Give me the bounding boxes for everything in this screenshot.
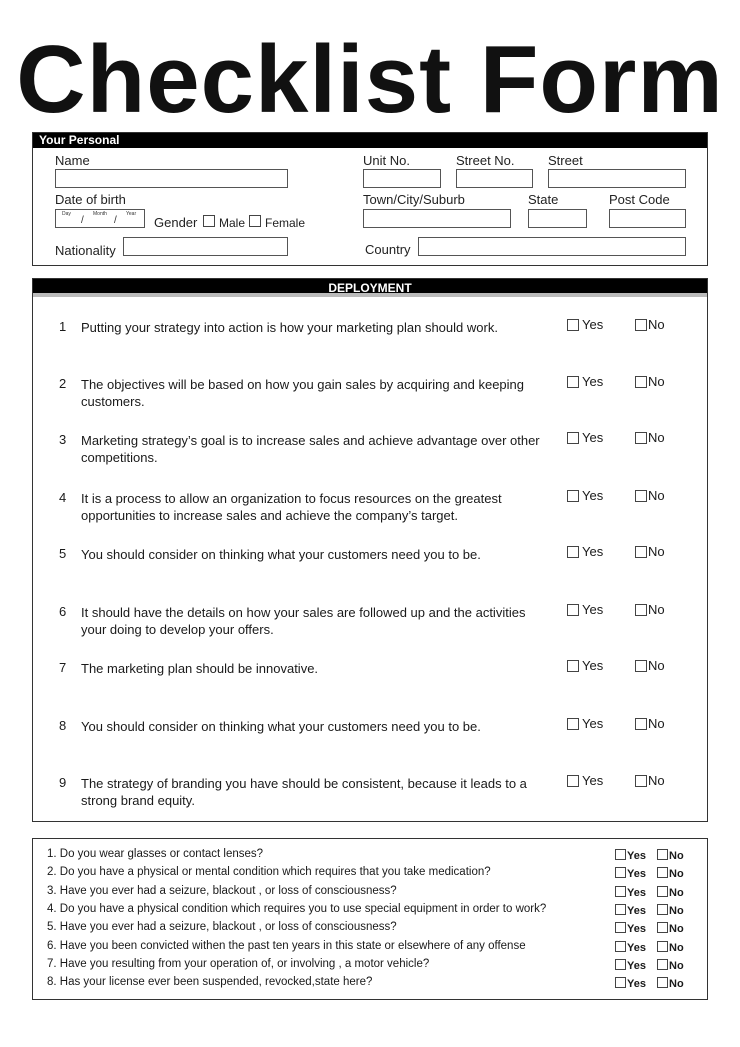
no-checkbox[interactable] <box>657 849 668 860</box>
no-label: No <box>669 978 684 991</box>
town-field[interactable] <box>363 209 511 228</box>
yes-option[interactable] <box>567 716 603 731</box>
yes-label: Yes <box>627 941 646 954</box>
dob-year-label: Year <box>126 211 137 217</box>
yes-label: Yes <box>582 602 604 617</box>
question-text: 2. Do you have a physical or mental condition which requires that you take medication? <box>47 866 491 879</box>
no-option[interactable] <box>635 658 665 673</box>
dob-separator: / <box>81 215 84 226</box>
no-label: No <box>648 658 665 673</box>
item-number: 3 <box>59 432 67 447</box>
question-text: 7. Have you resulting from your operation of, or involving , a motor vehicle? <box>47 957 430 970</box>
yes-checkbox[interactable] <box>615 959 626 970</box>
yes-option[interactable] <box>615 849 646 862</box>
no-label: No <box>648 716 665 731</box>
question-text: 6. Have you been convicted withen the past ten years in this state or elsewhere of any offense <box>47 939 526 952</box>
yes-label: Yes <box>582 544 604 559</box>
no-option[interactable] <box>657 941 684 954</box>
nationality-field[interactable] <box>123 237 288 256</box>
yes-option[interactable] <box>615 867 646 880</box>
no-label: No <box>669 959 684 972</box>
no-label: No <box>669 850 684 862</box>
yes-option[interactable] <box>615 922 646 935</box>
no-label: No <box>669 886 684 899</box>
postcode-label: Post Code <box>609 192 670 207</box>
male-label: Male <box>219 216 246 230</box>
yes-label: Yes <box>582 658 604 673</box>
yes-option[interactable] <box>567 658 603 673</box>
item-text: You should consider on thinking what your customers need you to be. <box>81 719 481 734</box>
yes-checkbox[interactable] <box>567 660 579 672</box>
no-label: No <box>648 773 665 788</box>
no-label: No <box>648 374 665 389</box>
deployment-header: DEPLOYMENT <box>33 279 707 297</box>
personal-section <box>32 132 708 266</box>
question-text: 4. Do you have a physical condition which requires you to use special equipment in order to work? <box>47 902 547 915</box>
yes-label: Yes <box>627 904 646 917</box>
no-checkbox[interactable] <box>635 376 647 388</box>
question-row <box>33 921 709 939</box>
dob-separator: / <box>114 215 117 226</box>
no-label: No <box>648 430 665 445</box>
yes-label: Yes <box>627 850 646 862</box>
questions-section <box>32 838 708 1000</box>
no-checkbox[interactable] <box>635 660 647 672</box>
item-number: 2 <box>59 376 67 391</box>
yes-checkbox[interactable] <box>615 941 626 952</box>
yes-option[interactable] <box>567 773 603 788</box>
no-option[interactable] <box>657 904 684 917</box>
no-checkbox[interactable] <box>635 546 647 558</box>
yes-option[interactable] <box>567 317 603 332</box>
yes-label: Yes <box>582 430 604 445</box>
no-checkbox[interactable] <box>657 941 668 952</box>
dob-label: Date of birth <box>55 192 126 207</box>
female-label: Female <box>265 216 306 230</box>
yes-checkbox[interactable] <box>567 432 579 444</box>
item-text: The marketing plan should be innovative. <box>81 661 319 676</box>
item-number: 6 <box>59 604 67 619</box>
no-checkbox[interactable] <box>635 718 647 730</box>
no-checkbox[interactable] <box>657 959 668 970</box>
personal-header: Your Personal <box>33 133 707 148</box>
no-label: No <box>669 923 684 936</box>
street-label: Street <box>548 153 583 168</box>
no-checkbox[interactable] <box>635 490 647 502</box>
yes-checkbox[interactable] <box>615 904 626 915</box>
state-field[interactable] <box>528 209 587 228</box>
yes-checkbox[interactable] <box>567 376 579 388</box>
dob-month-label: Month <box>93 211 107 217</box>
yes-checkbox[interactable] <box>615 867 626 878</box>
yes-checkbox[interactable] <box>567 319 579 331</box>
question-row <box>33 976 709 994</box>
no-option[interactable] <box>635 544 665 559</box>
no-checkbox[interactable] <box>657 867 668 878</box>
yes-checkbox[interactable] <box>615 849 626 860</box>
item-text: It is a process to allow an organization to focus resources on the greatest opportunities to increase sales and achieve the company’s target. <box>81 491 502 523</box>
no-option[interactable] <box>657 867 684 880</box>
state-label: State <box>528 192 559 207</box>
no-checkbox[interactable] <box>657 904 668 915</box>
no-label: No <box>669 941 684 954</box>
item-text: Putting your strategy into action is how your marketing plan should work. <box>81 320 498 335</box>
yes-checkbox[interactable] <box>567 546 579 558</box>
yes-label: Yes <box>582 488 604 503</box>
item-number: 7 <box>59 660 67 675</box>
no-checkbox[interactable] <box>635 319 647 331</box>
item-text: Marketing strategy’s goal is to increase sales and achieve advantage over other competitions. <box>81 433 540 465</box>
yes-option[interactable] <box>567 488 603 503</box>
yes-option[interactable] <box>615 886 646 899</box>
yes-label: Yes <box>582 716 604 731</box>
no-checkbox[interactable] <box>635 432 647 444</box>
no-checkbox[interactable] <box>635 775 647 787</box>
item-number: 4 <box>59 490 67 505</box>
street-no-label: Street No. <box>456 153 515 168</box>
question-text: 5. Have you ever had a seizure, blackout , or loss of consciousness? <box>47 921 397 934</box>
dob-field[interactable] <box>55 209 145 228</box>
no-label: No <box>648 488 665 503</box>
country-field[interactable] <box>418 237 686 256</box>
yes-checkbox[interactable] <box>567 604 579 616</box>
yes-label: Yes <box>582 374 604 389</box>
country-label: Country <box>365 242 411 257</box>
no-option[interactable] <box>635 317 665 332</box>
yes-label: Yes <box>627 868 646 881</box>
no-option[interactable] <box>657 922 684 935</box>
item-text: The strategy of branding you have should be consistent, because it leads to a strong brand equity. <box>81 776 527 808</box>
no-option[interactable] <box>635 716 665 731</box>
no-checkbox[interactable] <box>635 604 647 616</box>
yes-label: Yes <box>627 978 646 991</box>
deployment-section <box>32 278 708 822</box>
yes-label: Yes <box>582 317 604 332</box>
name-label: Name <box>55 153 90 168</box>
male-checkbox[interactable] <box>203 215 215 227</box>
question-row <box>33 866 709 884</box>
no-label: No <box>648 544 665 559</box>
unit-label: Unit No. <box>363 153 410 168</box>
item-text: The objectives will be based on how you gain sales by acquiring and keeping customers. <box>81 377 525 409</box>
yes-checkbox[interactable] <box>615 922 626 933</box>
yes-option[interactable] <box>567 374 603 389</box>
no-label: No <box>648 602 665 617</box>
no-label: No <box>669 904 684 917</box>
no-option[interactable] <box>635 602 665 617</box>
item-text: You should consider on thinking what your customers need you to be. <box>81 547 481 562</box>
yes-label: Yes <box>627 923 646 936</box>
yes-label: Yes <box>582 773 604 788</box>
question-text: 1. Do you wear glasses or contact lenses? <box>47 848 264 860</box>
yes-checkbox[interactable] <box>615 977 626 988</box>
no-option[interactable] <box>657 886 684 899</box>
question-row <box>33 885 709 903</box>
unit-field[interactable] <box>363 169 441 188</box>
no-option[interactable] <box>635 374 665 389</box>
street-no-field[interactable] <box>456 169 533 188</box>
yes-label: Yes <box>627 886 646 899</box>
item-number: 8 <box>59 718 67 733</box>
no-option[interactable] <box>635 430 665 445</box>
yes-option[interactable] <box>567 430 603 445</box>
nationality-label: Nationality <box>55 243 116 258</box>
no-checkbox[interactable] <box>657 922 668 933</box>
item-number: 5 <box>59 546 67 561</box>
question-row <box>33 848 709 866</box>
no-checkbox[interactable] <box>657 977 668 988</box>
item-number: 9 <box>59 775 67 790</box>
yes-checkbox[interactable] <box>567 775 579 787</box>
no-checkbox[interactable] <box>657 886 668 897</box>
yes-option[interactable] <box>615 904 646 917</box>
question-row <box>33 903 709 921</box>
no-option[interactable] <box>657 849 684 862</box>
page-title: Checklist Form <box>16 26 724 133</box>
name-field[interactable] <box>55 169 288 188</box>
item-number: 1 <box>59 319 67 334</box>
no-option[interactable] <box>635 773 665 788</box>
no-option[interactable] <box>657 977 684 990</box>
gender-label: Gender <box>154 215 198 230</box>
no-label: No <box>669 868 684 881</box>
question-text: 8. Has your license ever been suspended, revocked,state here? <box>47 976 373 989</box>
no-label: No <box>648 317 665 332</box>
yes-option[interactable] <box>567 544 603 559</box>
yes-option[interactable] <box>567 602 603 617</box>
question-text: 3. Have you ever had a seizure, blackout , or loss of consciousness? <box>47 884 397 897</box>
item-text: It should have the details on how your sales are followed up and the activities your doing to develop your offers. <box>81 605 526 637</box>
yes-label: Yes <box>627 959 646 972</box>
street-field[interactable] <box>548 169 686 188</box>
dob-day-label: Day <box>62 211 71 217</box>
question-row <box>33 958 709 976</box>
no-option[interactable] <box>635 488 665 503</box>
postcode-field[interactable] <box>609 209 686 228</box>
yes-checkbox[interactable] <box>567 490 579 502</box>
yes-checkbox[interactable] <box>615 886 626 897</box>
yes-option[interactable] <box>615 941 646 954</box>
female-checkbox[interactable] <box>249 215 261 227</box>
no-option[interactable] <box>657 959 684 972</box>
question-row <box>33 940 709 958</box>
yes-option[interactable] <box>615 959 646 972</box>
yes-checkbox[interactable] <box>567 718 579 730</box>
town-label: Town/City/Suburb <box>363 192 465 207</box>
yes-option[interactable] <box>615 977 646 990</box>
